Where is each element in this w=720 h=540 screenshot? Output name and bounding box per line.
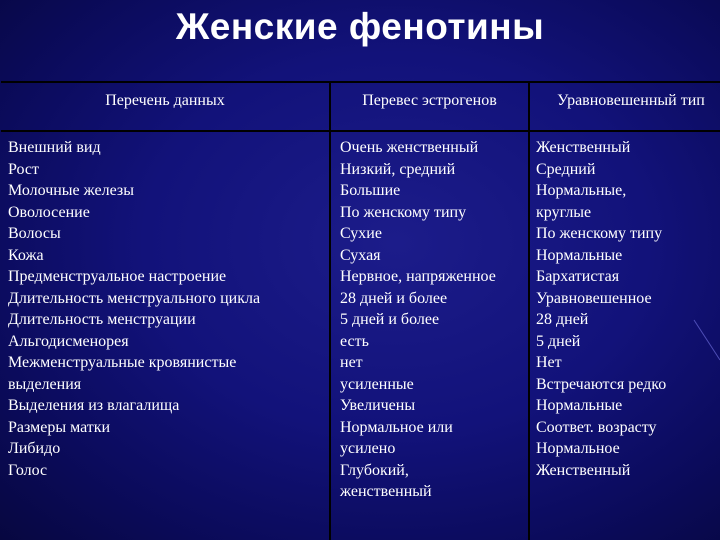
slide-title: Женские фенотины (175, 6, 545, 47)
cell-line: выделения (8, 375, 82, 393)
cell-line: 28 дней и более (340, 289, 448, 307)
cell-line: Низкий, средний (340, 160, 456, 178)
cell-line: Встречаются редко (536, 375, 667, 393)
header-data-list: Перечень данных (105, 92, 225, 109)
cell-line: Выделения из влагалища (8, 397, 180, 414)
cell-line: Внешний вид (8, 139, 101, 156)
cell-line: 5 дней (536, 332, 581, 350)
cell-line: круглые (536, 203, 592, 221)
header-balanced-type: Уравновешенный тип (557, 92, 705, 109)
cell-line: Нормальные (536, 397, 623, 414)
cell-line: Межменструальные кровянистые (8, 354, 237, 371)
cell-line: 5 дней и более (340, 311, 440, 328)
cell-line: Альгодисменорея (8, 332, 129, 350)
cell-line: Нет (536, 354, 562, 371)
cell-line: Сухие (340, 225, 382, 242)
cell-line: Соответ. возрасту (536, 418, 657, 436)
cell-line: Увеличены (340, 397, 416, 414)
cell-line: Женственный (536, 139, 631, 156)
cell-line: есть (340, 332, 369, 350)
decorative-light-streak (690, 300, 720, 380)
cell-line: По женскому типу (340, 203, 467, 221)
cell-line: Длительность менструации (8, 311, 196, 328)
column-estrogen-excess (340, 137, 496, 503)
cell-line: Уравновешенное (536, 289, 652, 307)
column-balanced-type (536, 137, 666, 481)
cell-line: усилено (340, 440, 396, 457)
cell-line: Предменструальное настроение (8, 268, 227, 285)
cell-line: нет (340, 354, 363, 371)
table-top-border (1, 81, 720, 83)
column-divider-2 (528, 81, 530, 540)
cell-line: Нормальные (536, 246, 623, 264)
cell-line: Очень женственный (340, 139, 479, 156)
cell-line: Длительность менструального цикла (8, 289, 261, 307)
cell-line: Голос (8, 461, 48, 479)
cell-line: Бархатистая (536, 268, 620, 285)
cell-line: Большие (340, 182, 401, 199)
cell-line: 28 дней (536, 311, 589, 328)
cell-line: Размеры матки (8, 418, 111, 436)
cell-line: Глубокий, (340, 461, 409, 479)
cell-line: По женскому типу (536, 225, 663, 242)
cell-line: усиленные (340, 375, 414, 393)
cell-line: Волосы (8, 225, 61, 242)
column-parameters (8, 137, 260, 481)
cell-line: Либидо (8, 440, 61, 457)
cell-line: Оволосение (8, 203, 90, 221)
cell-line: Кожа (8, 246, 44, 264)
cell-line: Женственный (536, 461, 631, 479)
cell-line: Молочные железы (8, 182, 134, 199)
cell-line: женственный (340, 483, 432, 500)
cell-line: Нервное, напряженное (340, 268, 496, 285)
phenotype-table (1, 81, 720, 540)
cell-line: Нормальное или (340, 418, 453, 436)
cell-line: Средний (536, 160, 596, 178)
column-divider-1 (329, 81, 331, 540)
header-divider (1, 130, 720, 132)
cell-line: Рост (8, 160, 39, 178)
cell-line: Нормальное (536, 440, 620, 457)
cell-line: Сухая (340, 246, 381, 264)
cell-line: Нормальные, (536, 182, 627, 199)
header-estrogen-excess: Перевес эстрогенов (362, 92, 497, 109)
